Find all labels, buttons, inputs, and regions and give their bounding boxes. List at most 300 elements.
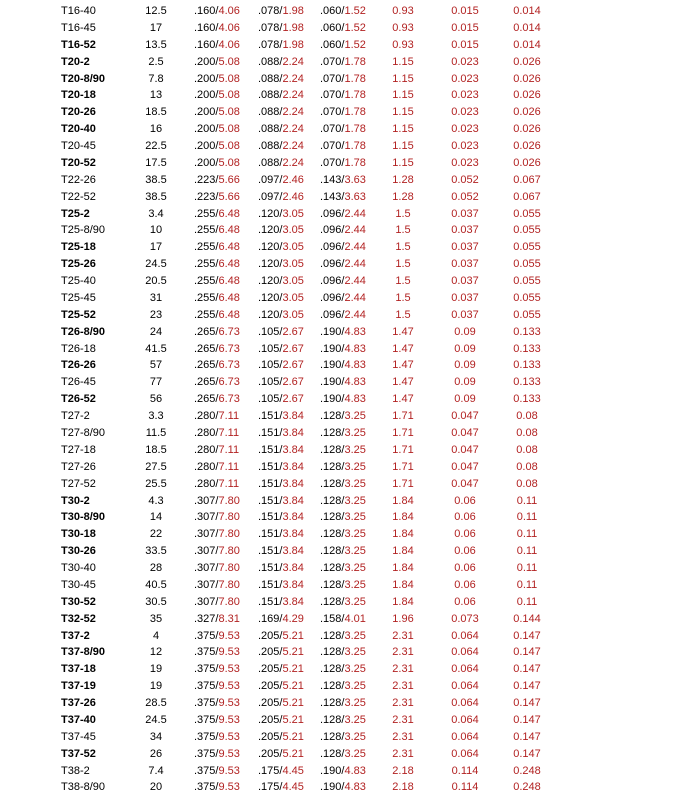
id-cell: [258, 526, 304, 543]
od-cell: [194, 779, 240, 796]
od-cell: [194, 222, 240, 239]
od-cell: [194, 172, 240, 189]
slash-separator: /: [215, 190, 219, 203]
od-mm: 7.11: [218, 460, 240, 473]
part-number-cell: T25-2: [61, 207, 90, 220]
value-cell: 31: [149, 291, 163, 304]
slash-separator: /: [279, 747, 283, 760]
slash-separator: /: [341, 359, 345, 372]
od-mm: 4.06: [218, 5, 240, 17]
od-inches: .280: [194, 460, 216, 473]
table-row: [0, 138, 684, 155]
slash-separator: /: [279, 190, 283, 203]
table-row: [0, 594, 684, 611]
value-cell: 0.055: [513, 224, 541, 237]
od-mm: 6.73: [218, 393, 240, 406]
table-row: [0, 357, 684, 374]
value-cell: 1.15: [392, 140, 414, 153]
value-cell: 2.31: [392, 680, 414, 693]
height-mm: 3.25: [344, 680, 366, 693]
id-mm: 2.24: [282, 55, 304, 68]
id-cell: [258, 611, 304, 628]
id-cell: [258, 290, 304, 307]
value-cell: 1.47: [392, 393, 414, 406]
od-inches: .307: [194, 562, 216, 575]
id-mm: 2.24: [282, 123, 304, 136]
height-mm: 2.44: [344, 291, 366, 304]
slash-separator: /: [215, 663, 219, 676]
height-mm: 1.78: [344, 72, 366, 85]
part-number-cell: T37-52: [61, 747, 96, 760]
id-inches: .205: [258, 629, 280, 642]
value-cell: 0.147: [513, 730, 541, 743]
part-number-cell: T27-26: [61, 460, 96, 473]
od-inches: .280: [194, 477, 216, 490]
height-mm: 2.44: [344, 241, 366, 254]
value-cell: 34: [149, 730, 163, 743]
height-inches: .128: [320, 477, 342, 490]
od-mm: 6.48: [218, 224, 240, 237]
height-cell: [320, 763, 366, 780]
slash-separator: /: [341, 545, 345, 558]
table-row: [0, 20, 684, 37]
slash-separator: /: [215, 21, 219, 34]
od-cell: [194, 560, 240, 577]
slash-separator: /: [279, 427, 283, 439]
slash-separator: /: [341, 629, 345, 642]
height-mm: 3.25: [344, 562, 366, 575]
value-cell: 18.5: [145, 106, 167, 119]
od-cell: [194, 695, 240, 712]
height-inches: .128: [320, 646, 342, 659]
od-cell: [194, 729, 240, 746]
value-cell: 2.5: [148, 55, 164, 68]
id-inches: .151: [258, 443, 280, 456]
value-cell: 41.5: [145, 342, 167, 355]
part-number-cell: T37-40: [61, 713, 96, 726]
slash-separator: /: [279, 258, 283, 271]
id-inches: .151: [258, 460, 280, 473]
height-mm: 4.83: [344, 781, 366, 794]
id-mm: 3.84: [282, 477, 304, 490]
height-mm: 3.25: [344, 646, 366, 659]
height-inches: .128: [320, 730, 342, 743]
height-inches: .128: [320, 562, 342, 575]
id-cell: [258, 459, 304, 476]
height-cell: [320, 37, 366, 54]
od-inches: .307: [194, 578, 216, 591]
part-number-cell: T38-8/90: [61, 781, 106, 794]
slash-separator: /: [279, 106, 283, 119]
height-cell: [320, 87, 366, 104]
value-cell: 0.09: [454, 376, 476, 389]
slash-separator: /: [279, 781, 283, 794]
id-inches: .151: [258, 562, 280, 575]
od-mm: 6.73: [218, 376, 240, 389]
height-inches: .128: [320, 578, 342, 591]
od-inches: .280: [194, 410, 216, 423]
slash-separator: /: [215, 207, 219, 220]
height-inches: .190: [320, 376, 342, 389]
slash-separator: /: [215, 562, 219, 575]
od-cell: [194, 104, 240, 121]
value-cell: 1.15: [392, 106, 414, 119]
table-row: [0, 442, 684, 459]
table-row: [0, 644, 684, 661]
od-cell: [194, 239, 240, 256]
value-cell: 0.015: [451, 21, 479, 34]
part-number-cell: T27-2: [61, 410, 90, 423]
height-mm: 4.83: [344, 325, 366, 338]
slash-separator: /: [279, 173, 283, 186]
height-cell: [320, 155, 366, 172]
value-cell: 4: [152, 629, 160, 642]
od-inches: .255: [194, 258, 216, 271]
height-cell: [320, 71, 366, 88]
id-cell: [258, 222, 304, 239]
part-number-cell: T37-18: [61, 663, 96, 676]
slash-separator: /: [279, 359, 283, 372]
part-number-cell: T30-18: [61, 528, 96, 541]
value-cell: 0.023: [451, 72, 479, 85]
value-cell: 38.5: [145, 173, 167, 186]
table-row: [0, 476, 684, 493]
od-mm: 9.53: [218, 663, 240, 676]
slash-separator: /: [215, 393, 219, 406]
od-cell: [194, 71, 240, 88]
id-mm: 5.21: [282, 629, 304, 642]
id-mm: 3.84: [282, 511, 304, 524]
od-cell: [194, 189, 240, 206]
value-cell: 1.15: [392, 89, 414, 102]
id-inches: .088: [258, 123, 280, 136]
value-cell: 28: [149, 562, 163, 575]
height-mm: 4.83: [344, 359, 366, 372]
value-cell: 22.5: [145, 140, 167, 153]
slash-separator: /: [279, 275, 283, 288]
od-mm: 5.66: [218, 173, 240, 186]
slash-separator: /: [341, 89, 345, 102]
slash-separator: /: [215, 781, 219, 794]
slash-separator: /: [279, 308, 283, 321]
slash-separator: /: [341, 258, 345, 271]
value-cell: 0.248: [513, 764, 541, 777]
id-cell: [258, 695, 304, 712]
od-cell: [194, 442, 239, 459]
slash-separator: /: [215, 730, 219, 743]
value-cell: 1.84: [392, 494, 414, 507]
value-cell: 0.037: [451, 241, 479, 254]
id-inches: .205: [258, 697, 280, 710]
id-inches: .078: [258, 38, 280, 51]
od-cell: [194, 678, 240, 695]
table-row: [0, 307, 684, 324]
id-inches: .151: [258, 545, 280, 558]
height-mm: 2.44: [344, 308, 366, 321]
od-cell: [194, 20, 240, 37]
value-cell: 0.026: [513, 72, 541, 85]
slash-separator: /: [279, 680, 283, 693]
od-inches: .255: [194, 308, 216, 321]
slash-separator: /: [215, 72, 219, 85]
id-inches: .205: [258, 646, 280, 659]
slash-separator: /: [279, 5, 283, 17]
table-row: [0, 189, 684, 206]
id-inches: .088: [258, 89, 280, 102]
table-row: [0, 729, 684, 746]
id-cell: [258, 678, 304, 695]
height-cell: [320, 290, 366, 307]
id-mm: 1.98: [282, 38, 304, 51]
id-inches: .120: [258, 258, 280, 271]
value-cell: 0.064: [451, 646, 479, 659]
slash-separator: /: [279, 595, 283, 608]
height-cell: [320, 222, 366, 239]
table-row: [0, 779, 684, 796]
height-inches: .190: [320, 393, 342, 406]
table-row: [0, 459, 684, 476]
slash-separator: /: [279, 764, 283, 777]
slash-separator: /: [215, 477, 219, 490]
value-cell: 0.026: [513, 106, 541, 119]
od-cell: [194, 307, 240, 324]
value-cell: 0.015: [451, 38, 479, 51]
value-cell: 0.133: [513, 376, 541, 389]
value-cell: 2.31: [392, 713, 414, 726]
height-cell: [320, 374, 366, 391]
slash-separator: /: [215, 612, 219, 625]
height-inches: .128: [320, 747, 342, 760]
value-cell: 3.4: [148, 207, 164, 220]
height-mm: 1.78: [344, 89, 366, 102]
value-cell: 2.31: [392, 663, 414, 676]
value-cell: 0.026: [513, 140, 541, 153]
slash-separator: /: [279, 511, 283, 524]
height-cell: [320, 476, 366, 493]
id-inches: .175: [258, 781, 280, 794]
value-cell: 16: [149, 123, 163, 136]
value-cell: 22: [149, 528, 163, 541]
value-cell: 0.037: [451, 275, 479, 288]
slash-separator: /: [279, 325, 283, 338]
od-inches: .280: [194, 427, 216, 439]
id-mm: 1.98: [282, 21, 304, 34]
id-inches: .120: [258, 224, 280, 237]
height-cell: [320, 628, 366, 645]
slash-separator: /: [279, 89, 283, 102]
value-cell: 24: [149, 325, 163, 338]
part-number-cell: T20-26: [61, 106, 96, 119]
id-mm: 2.67: [282, 342, 304, 355]
value-cell: 0.015: [451, 5, 479, 17]
value-cell: 0.023: [451, 140, 479, 153]
part-number-cell: T37-19: [61, 680, 96, 693]
value-cell: 1.84: [392, 562, 414, 575]
slash-separator: /: [341, 747, 345, 760]
value-cell: 0.147: [513, 747, 541, 760]
height-inches: .128: [320, 713, 342, 726]
od-mm: 7.11: [218, 427, 240, 439]
part-number-cell: T20-52: [61, 156, 96, 169]
slash-separator: /: [279, 629, 283, 642]
value-cell: 1.5: [395, 207, 411, 220]
slash-separator: /: [341, 342, 345, 355]
slash-separator: /: [341, 680, 345, 693]
part-number-cell: T30-2: [61, 494, 90, 507]
height-mm: 3.25: [344, 511, 366, 524]
slash-separator: /: [215, 156, 219, 169]
od-cell: [194, 425, 239, 442]
slash-separator: /: [215, 38, 219, 51]
height-inches: .096: [320, 224, 342, 237]
height-mm: 1.78: [344, 123, 366, 136]
height-cell: [320, 121, 366, 138]
id-cell: [258, 560, 304, 577]
value-cell: 0.047: [451, 410, 479, 423]
od-mm: 5.08: [218, 106, 240, 119]
slash-separator: /: [341, 291, 345, 304]
table-row: [0, 763, 684, 780]
slash-separator: /: [279, 460, 283, 473]
value-cell: 19: [149, 663, 163, 676]
height-inches: .128: [320, 460, 342, 473]
slash-separator: /: [279, 697, 283, 710]
height-cell: [320, 206, 366, 223]
id-cell: [258, 493, 304, 510]
id-mm: 2.46: [282, 190, 304, 203]
od-cell: [194, 374, 240, 391]
id-cell: [258, 509, 304, 526]
slash-separator: /: [215, 123, 219, 136]
slash-separator: /: [215, 646, 219, 659]
value-cell: 1.84: [392, 511, 414, 524]
od-cell: [194, 290, 240, 307]
value-cell: 0.06: [454, 528, 476, 541]
value-cell: 1.71: [392, 410, 414, 423]
slash-separator: /: [341, 140, 345, 153]
slash-separator: /: [215, 55, 219, 68]
value-cell: 18.5: [145, 443, 167, 456]
value-cell: 1.5: [395, 224, 411, 237]
value-cell: 0.064: [451, 730, 479, 743]
od-cell: [194, 493, 240, 510]
od-cell: [194, 256, 240, 273]
slash-separator: /: [341, 21, 345, 34]
od-inches: .265: [194, 359, 216, 372]
id-cell: [258, 729, 304, 746]
value-cell: 0.147: [513, 663, 541, 676]
id-mm: 2.67: [282, 359, 304, 372]
value-cell: 0.064: [451, 713, 479, 726]
value-cell: 0.052: [451, 173, 479, 186]
table-row: [0, 222, 684, 239]
height-mm: 2.44: [344, 275, 366, 288]
slash-separator: /: [215, 511, 219, 524]
part-number-cell: T30-26: [61, 545, 96, 558]
slash-separator: /: [215, 713, 219, 726]
slash-separator: /: [279, 376, 283, 389]
height-cell: [320, 256, 366, 273]
value-cell: 0.026: [513, 123, 541, 136]
part-number-cell: T25-52: [61, 308, 96, 321]
id-mm: 5.21: [282, 713, 304, 726]
slash-separator: /: [279, 562, 283, 575]
height-inches: .096: [320, 207, 342, 220]
height-inches: .096: [320, 258, 342, 271]
od-inches: .375: [194, 697, 216, 710]
value-cell: 0.08: [516, 410, 538, 423]
height-mm: 1.52: [344, 5, 366, 17]
value-cell: 0.147: [513, 646, 541, 659]
id-mm: 5.21: [282, 697, 304, 710]
height-cell: [320, 3, 366, 20]
part-number-cell: T26-8/90: [61, 325, 106, 338]
height-mm: 4.01: [344, 612, 366, 625]
value-cell: 0.014: [513, 5, 541, 17]
id-cell: [258, 87, 304, 104]
slash-separator: /: [341, 477, 345, 490]
slash-separator: /: [279, 123, 283, 136]
height-inches: .190: [320, 342, 342, 355]
od-mm: 4.06: [218, 38, 240, 51]
id-inches: .205: [258, 663, 280, 676]
id-cell: [258, 206, 304, 223]
value-cell: 0.147: [513, 629, 541, 642]
od-inches: .327: [194, 612, 216, 625]
height-cell: [320, 273, 366, 290]
slash-separator: /: [341, 241, 345, 254]
value-cell: 1.71: [392, 443, 414, 456]
od-cell: [194, 644, 240, 661]
slash-separator: /: [215, 308, 219, 321]
slash-separator: /: [341, 308, 345, 321]
id-inches: .120: [258, 207, 280, 220]
slash-separator: /: [279, 713, 283, 726]
slash-separator: /: [341, 595, 345, 608]
value-cell: 2.31: [392, 646, 414, 659]
height-inches: .128: [320, 427, 342, 439]
table-row: [0, 290, 684, 307]
od-mm: 7.80: [218, 528, 240, 541]
part-number-cell: T37-2: [61, 629, 90, 642]
od-inches: .200: [194, 140, 216, 153]
id-mm: 3.84: [282, 595, 304, 608]
od-cell: [194, 408, 239, 425]
height-cell: [320, 729, 366, 746]
value-cell: 12: [149, 646, 163, 659]
part-number-cell: T26-18: [61, 342, 96, 355]
table-row: [0, 71, 684, 88]
height-inches: .128: [320, 680, 342, 693]
od-cell: [194, 206, 240, 223]
height-cell: [320, 594, 366, 611]
id-inches: .151: [258, 427, 280, 439]
height-inches: .128: [320, 511, 342, 524]
height-cell: [320, 695, 366, 712]
od-mm: 9.53: [218, 713, 240, 726]
od-mm: 7.11: [218, 443, 240, 456]
slash-separator: /: [341, 38, 345, 51]
od-inches: .223: [194, 173, 216, 186]
slash-separator: /: [279, 494, 283, 507]
height-inches: .143: [320, 190, 342, 203]
id-cell: [258, 37, 304, 54]
od-inches: .255: [194, 241, 216, 254]
slash-separator: /: [279, 140, 283, 153]
id-cell: [258, 661, 304, 678]
id-inches: .078: [258, 5, 280, 17]
value-cell: 0.023: [451, 55, 479, 68]
